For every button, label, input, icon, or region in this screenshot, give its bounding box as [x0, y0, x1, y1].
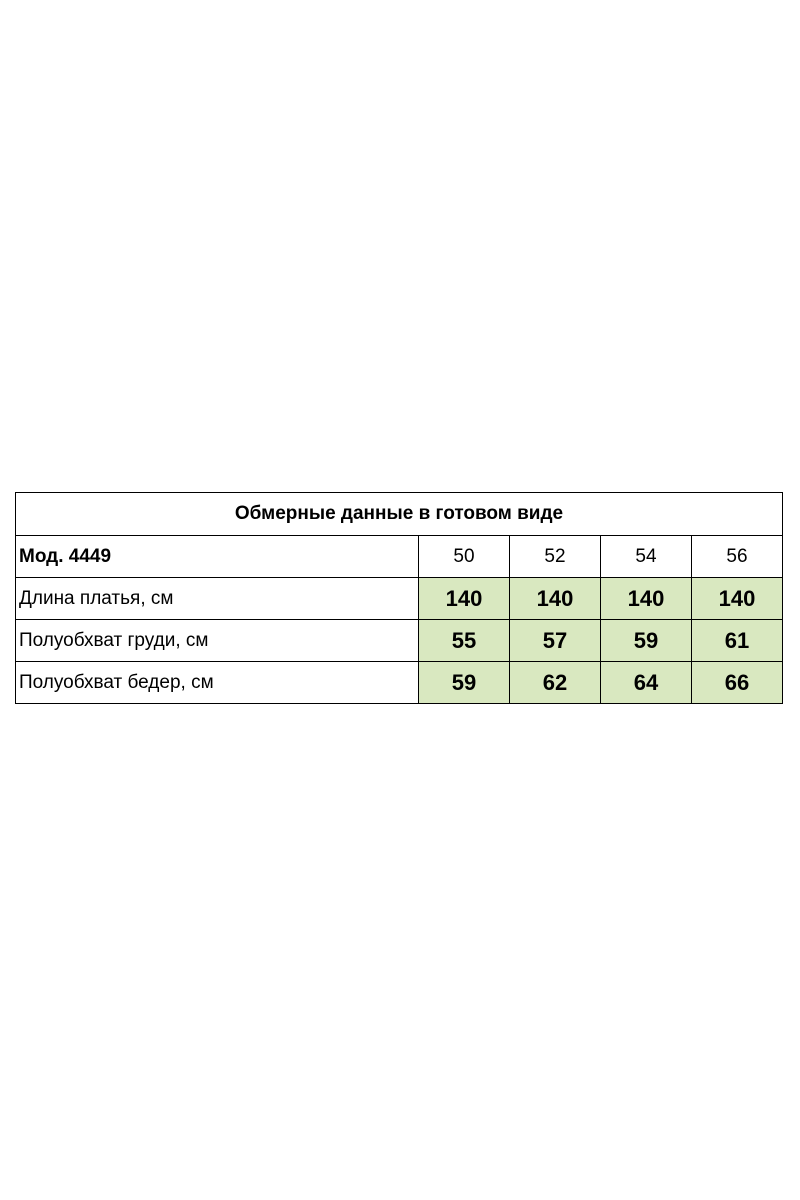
row-label-dress-length: Длина платья, см [16, 578, 419, 620]
table-row [16, 578, 783, 620]
table-title: Обмерные данные в готовом виде [16, 493, 783, 536]
table-title-row [16, 493, 783, 536]
model-label: Мод. 4449 [16, 536, 419, 578]
table-row [16, 662, 783, 704]
value-cell: 140 [692, 578, 783, 620]
row-label-half-chest: Полуобхват груди, см [16, 620, 419, 662]
value-cell: 64 [601, 662, 692, 704]
value-cell: 55 [419, 620, 510, 662]
table-header-row [16, 536, 783, 578]
table-row [16, 620, 783, 662]
size-header-52: 52 [510, 536, 601, 578]
size-chart-table [15, 492, 783, 704]
size-header-50: 50 [419, 536, 510, 578]
row-label-half-hips: Полуобхват бедер, см [16, 662, 419, 704]
size-header-56: 56 [692, 536, 783, 578]
value-cell: 59 [601, 620, 692, 662]
value-cell: 140 [419, 578, 510, 620]
value-cell: 57 [510, 620, 601, 662]
value-cell: 59 [419, 662, 510, 704]
size-header-54: 54 [601, 536, 692, 578]
value-cell: 140 [601, 578, 692, 620]
value-cell: 61 [692, 620, 783, 662]
value-cell: 62 [510, 662, 601, 704]
value-cell: 66 [692, 662, 783, 704]
value-cell: 140 [510, 578, 601, 620]
